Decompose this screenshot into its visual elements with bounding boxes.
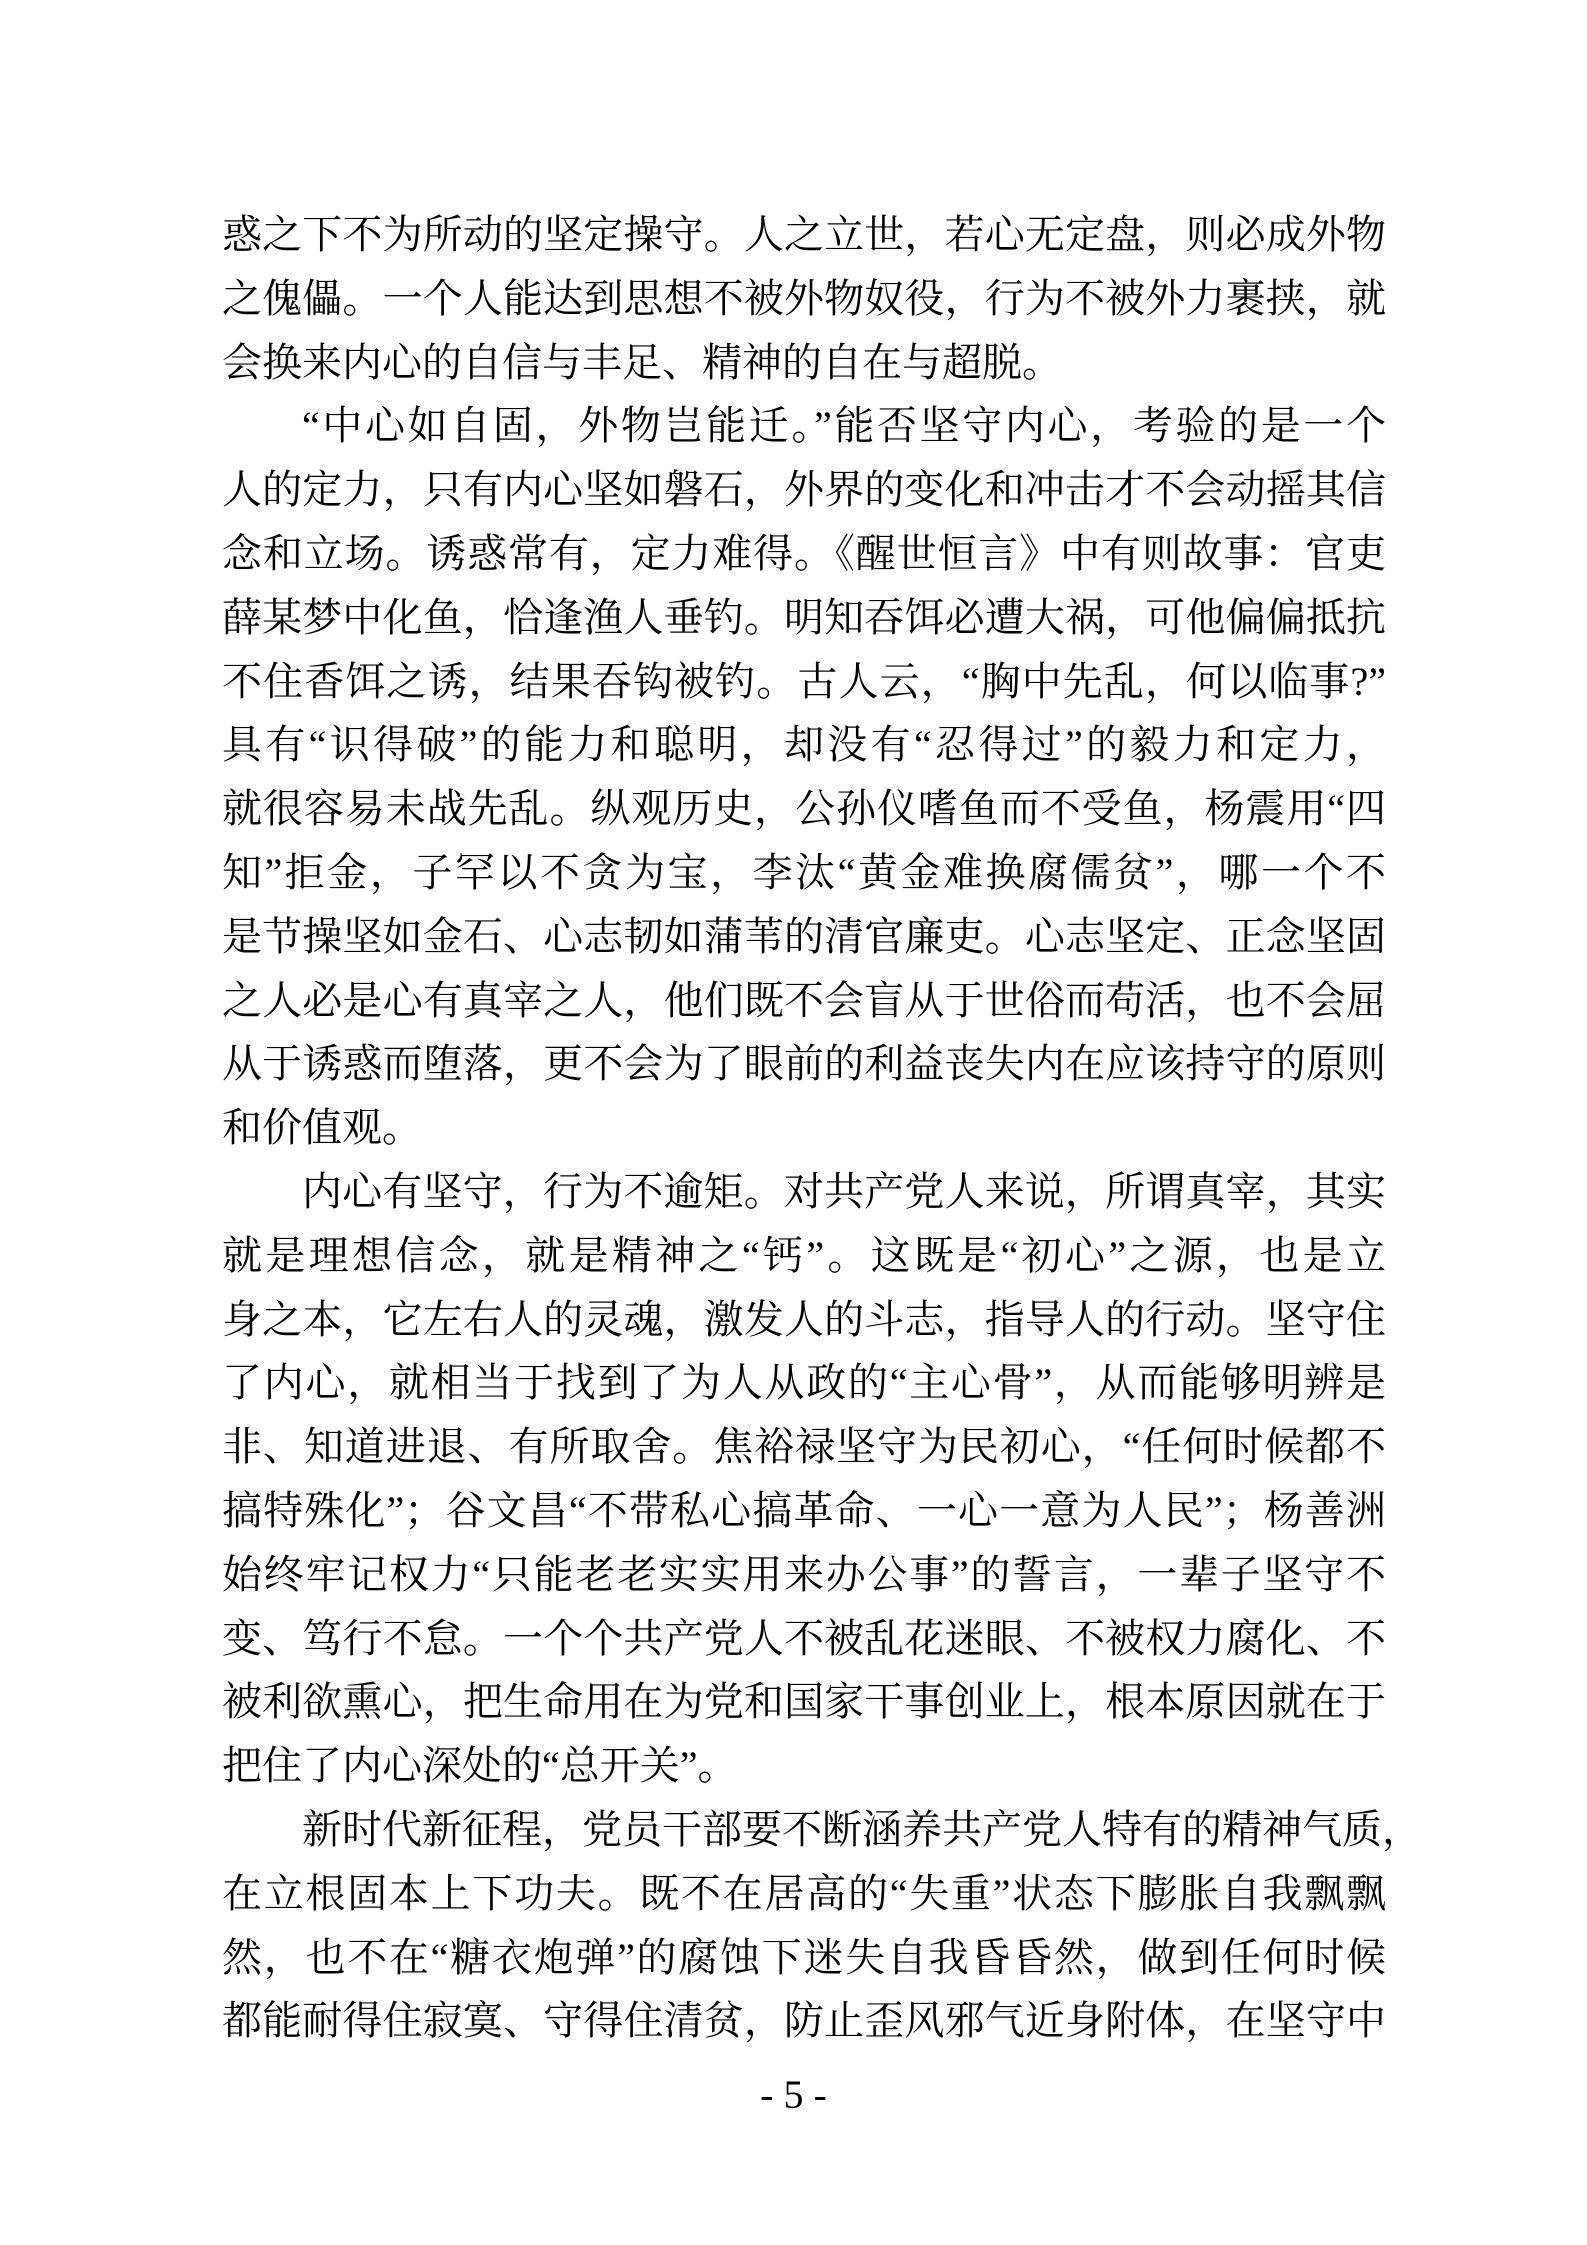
- text-line: 人的定力，只有内心坚如磐石，外界的变化和冲击才不会动摇其信: [222, 467, 1386, 513]
- text-line: 之人必是心有真宰之人，他们既不会盲从于世俗而苟活，也不会屈: [222, 977, 1386, 1023]
- text-line: 和价值观。: [222, 1105, 422, 1151]
- text-line: 惑之下不为所动的坚定操守。人之立世，若心无定盘，则必成外物: [222, 212, 1386, 257]
- text-line: 内心有坚守，行为不逾矩。对共产党人来说，所谓真宰，其实: [302, 1168, 1386, 1214]
- paragraph: [222, 203, 1386, 394]
- text-line: 知”拒金，子罕以不贪为宝，李汰“黄金难换腐儒贫”，哪一个不: [222, 849, 1386, 895]
- text-line: 薛某梦中化鱼，恰逢渔人垂钓。明知吞饵必遭大祸，可他偏偏抵抗: [222, 594, 1386, 640]
- text-line: “中心如自固，外物岂能迁。”能否坚守内心，考验的是一个: [302, 403, 1386, 449]
- page-number: - 5 -: [760, 2072, 827, 2117]
- text-line: 之傀儡。一个人能达到思想不被外物奴役，行为不被外力裹挟，就: [222, 275, 1386, 321]
- text-line: 就很容易未战先乱。纵观历史，公孙仪嗜鱼而不受鱼，杨震用“四: [222, 786, 1386, 832]
- paragraph: [222, 1798, 1422, 2053]
- text-line: 了内心，就相当于找到了为人从政的“主心骨”，从而能够明辨是: [222, 1360, 1386, 1406]
- text-line: 非、知道进退、有所取舍。焦裕禄坚守为民初心，“任何时候都不: [222, 1424, 1386, 1470]
- text-line: 变、笃行不怠。一个个共产党人不被乱花迷眼、不被权力腐化、不: [222, 1615, 1386, 1661]
- text-line: 身之本，它左右人的灵魂，激发人的斗志，指导人的行动。坚守住: [222, 1296, 1386, 1342]
- text-line: 就是理想信念，就是精神之“钙”。这既是“初心”之源，也是立: [222, 1232, 1386, 1278]
- text-line: 在立根固本上下功夫。既不在居高的“失重”状态下膨胀自我飘飘: [222, 1870, 1386, 1916]
- text-line: 是节操坚如金石、心志韧如蒲苇的清官廉吏。心志坚定、正念坚固: [222, 913, 1386, 959]
- text-line: 不住香饵之诱，结果吞钩被钓。古人云，“胸中先乱，何以临事?”: [222, 658, 1386, 704]
- text-line: 从于诱惑而堕落，更不会为了眼前的利益丧失内在应该持守的原则: [222, 1041, 1386, 1087]
- text-line: 念和立场。诱惑常有，定力难得。《醒世恒言》中有则故事：官吏: [222, 530, 1386, 576]
- text-line: 被利欲熏心，把生命用在为党和国家干事创业上，根本原因就在于: [222, 1679, 1386, 1725]
- text-line: 然，也不在“糖衣炮弹”的腐蚀下迷失自我昏昏然，做到任何时候: [222, 1934, 1386, 1980]
- text-line: 都能耐得住寂寞、守得住清贫，防止歪风邪气近身附体，在坚守中: [222, 1998, 1386, 2044]
- text-line: 把住了内心深处的“总开关”。: [222, 1743, 738, 1789]
- text-line: 新时代新征程，党员干部要不断涵养共产党人特有的精神气质，: [302, 1806, 1422, 1852]
- paragraph: [222, 394, 1386, 1160]
- text-line: 会换来内心的自信与丰足、精神的自在与超脱。: [222, 339, 1062, 385]
- paragraph: [222, 1160, 1386, 1798]
- text-line: 始终牢记权力“只能老老实实用来办公事”的誓言，一辈子坚守不: [222, 1551, 1386, 1597]
- document-text-block: [222, 203, 1422, 2053]
- text-line: 搞特殊化”；谷文昌“不带私心搞革命、一心一意为人民”；杨善洲: [222, 1487, 1386, 1533]
- text-line: 具有“识得破”的能力和聪明，却没有“忍得过”的毅力和定力，: [222, 722, 1386, 768]
